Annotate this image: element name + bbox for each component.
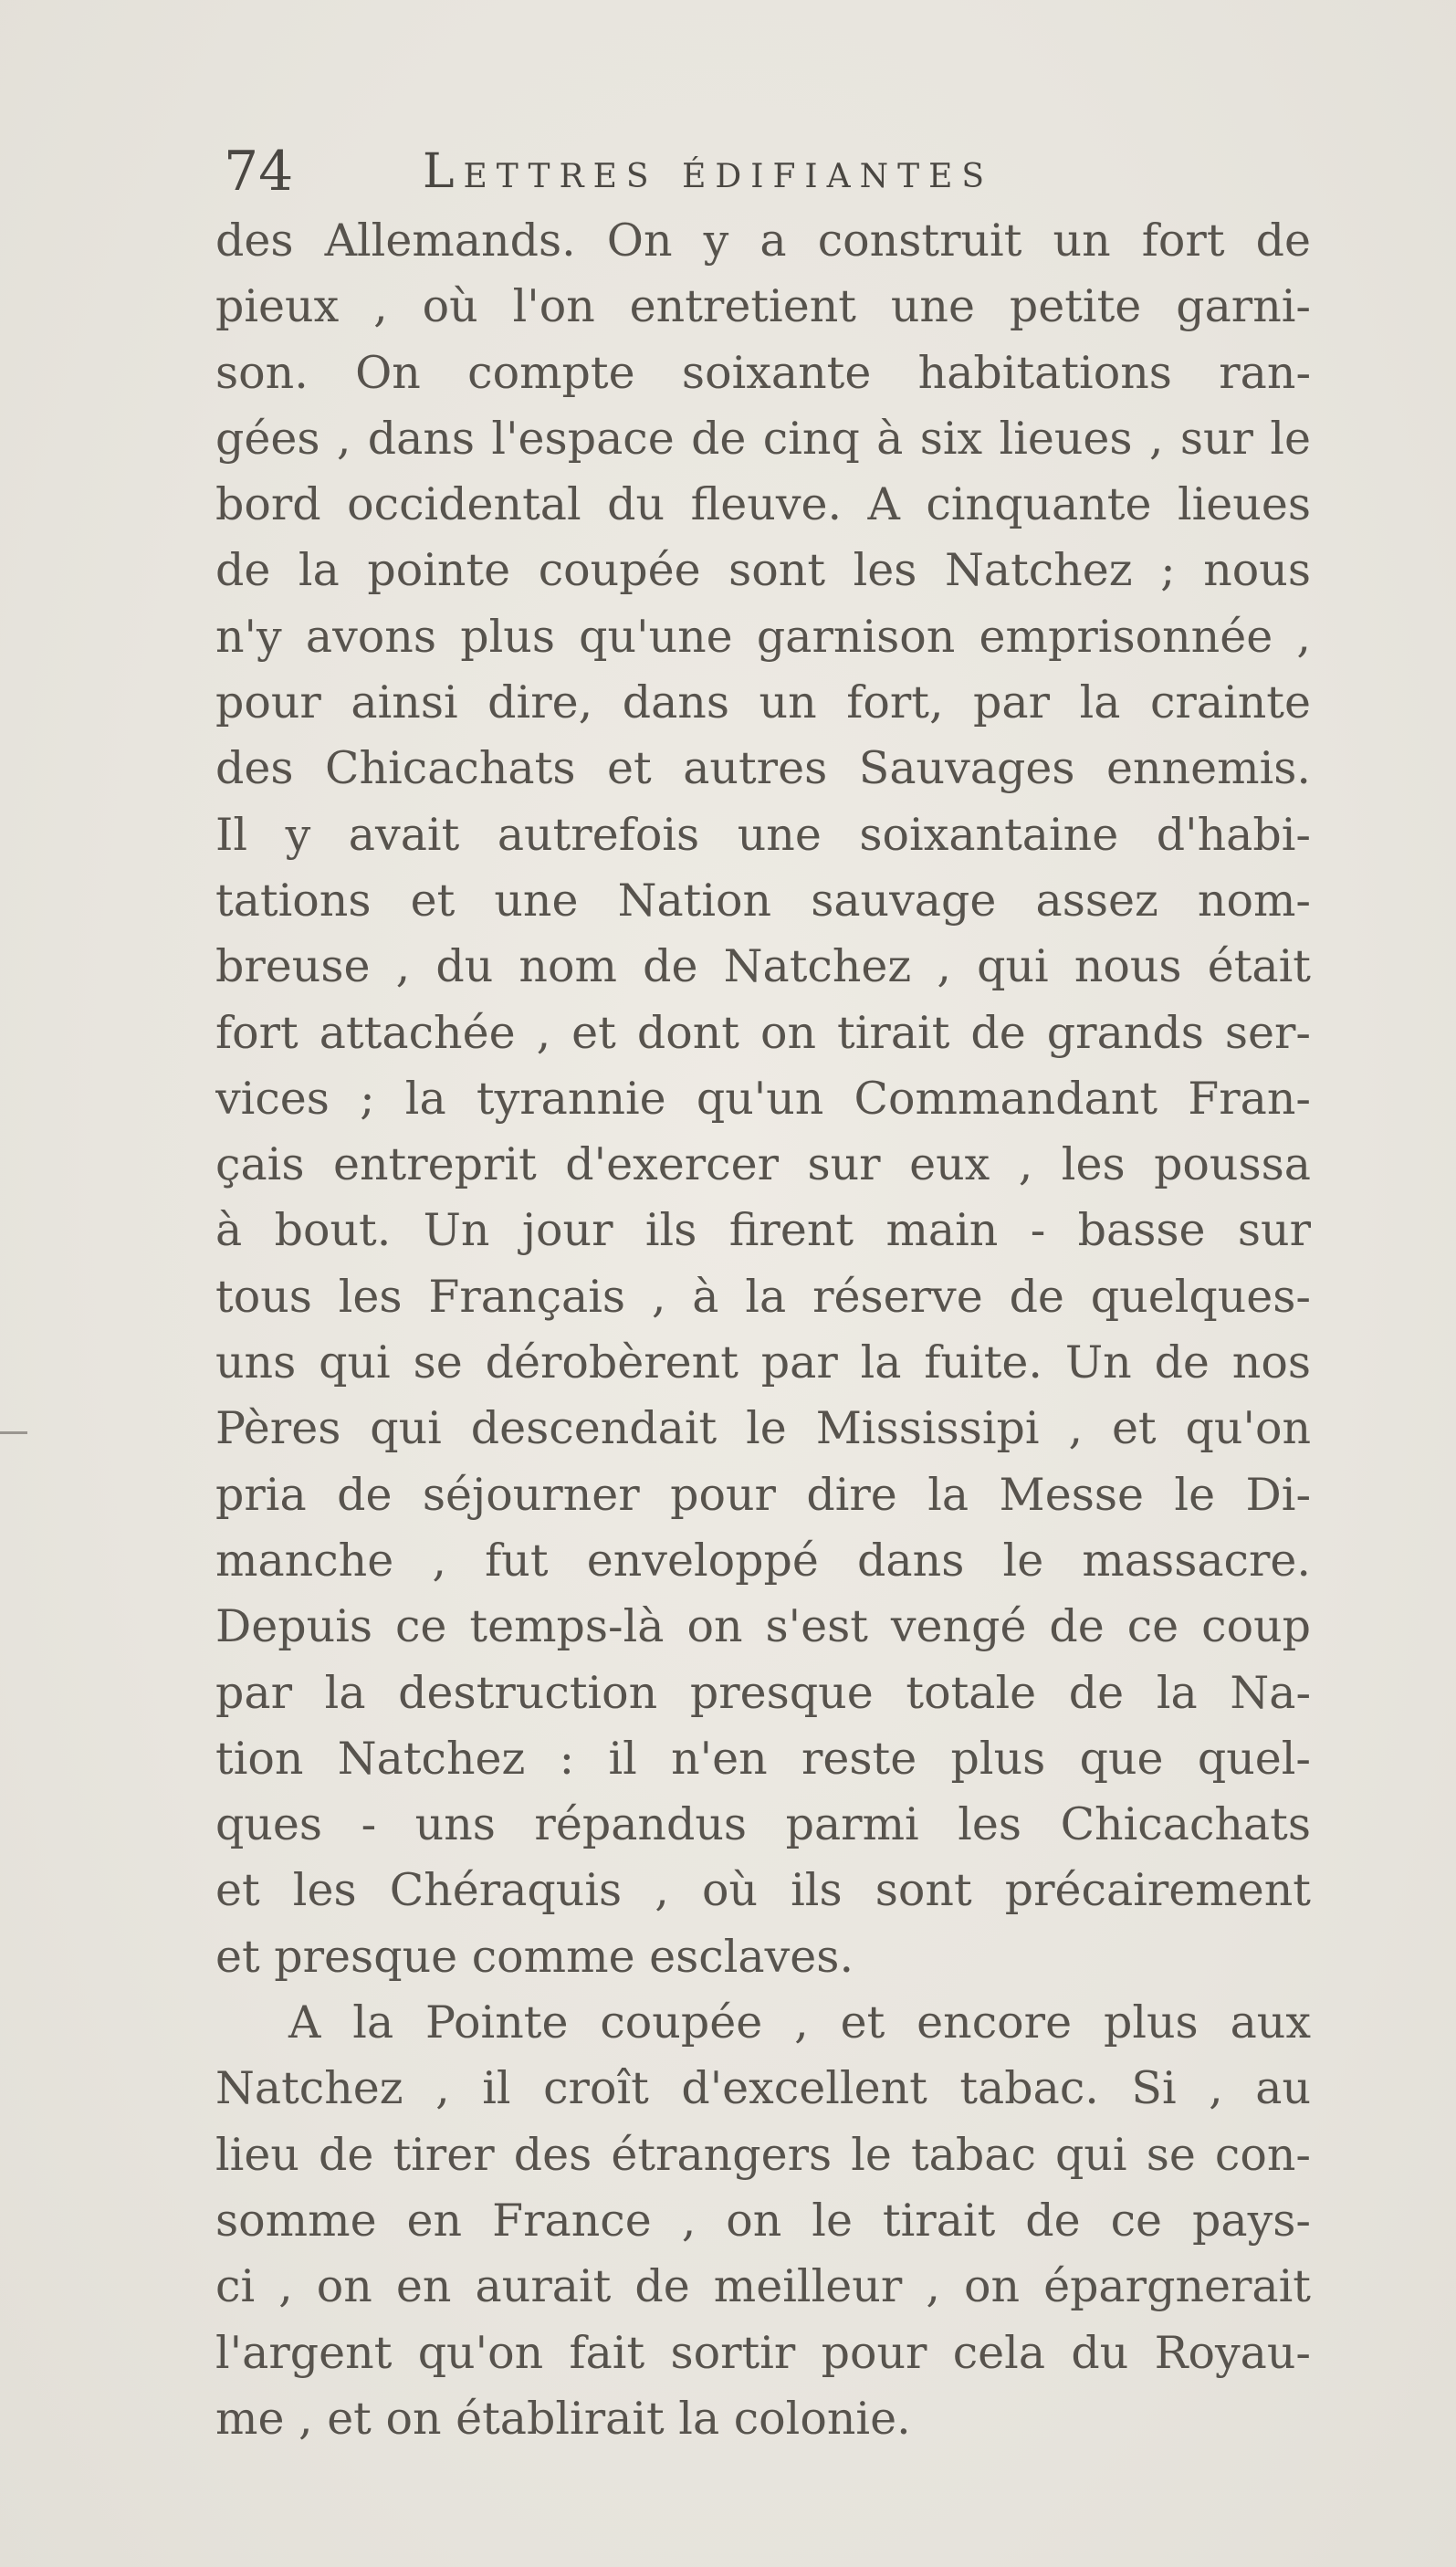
text-line: Natchez , il croît d'excellent tabac. Si , au: [215, 2062, 1311, 2115]
text-line: uns qui se dérobèrent par la fuite. Un de nos: [215, 1336, 1311, 1389]
running-title: Lettres édifiantes: [423, 144, 994, 199]
text-line: fort attachée , et dont on tirait de grands ser-: [215, 1006, 1311, 1059]
text-line: gées , dans l'espace de cinq à six lieues , sur le: [215, 412, 1311, 465]
text-line: bord occidental du fleuve. A cinquante lieues: [215, 478, 1311, 531]
text-line: ci , on en aurait de meilleur , on épargnerait: [215, 2260, 1311, 2313]
text-line: pour ainsi dire, dans un fort, par la crainte: [215, 676, 1311, 729]
text-line: vices ; la tyrannie qu'un Commandant Fran-: [215, 1072, 1311, 1125]
text-line: Depuis ce temps-là on s'est vengé de ce coup: [215, 1600, 1311, 1653]
text-line: Il y avait autrefois une soixantaine d'habi-: [215, 808, 1311, 861]
text-line: n'y avons plus qu'une garnison emprisonnée ,: [215, 610, 1311, 663]
text-line: lieu de tirer des étrangers le tabac qui se con-: [215, 2128, 1311, 2181]
running-head: [224, 135, 1365, 208]
text-line: des Chicachats et autres Sauvages ennemis.: [215, 742, 1311, 795]
text-line: çais entreprit d'exercer sur eux , les poussa: [215, 1138, 1311, 1191]
text-line: ques - uns répandus parmi les Chicachats: [215, 1798, 1311, 1851]
text-line: son. On compte soixante habitations ran-: [215, 346, 1311, 399]
margin-mark: [0, 1431, 27, 1434]
text-line: et presque comme esclaves.: [215, 1930, 854, 1983]
text-line: tations et une Nation sauvage assez nom-: [215, 874, 1311, 927]
text-line: pieux , où l'on entretient une petite garni-: [215, 280, 1311, 333]
text-line: des Allemands. On y a construit un fort de: [215, 215, 1311, 267]
text-line: A la Pointe coupée , et encore plus aux: [288, 1996, 1311, 2049]
text-line: à bout. Un jour ils firent main - basse sur: [215, 1204, 1311, 1257]
text-line: breuse , du nom de Natchez , qui nous était: [215, 940, 1311, 993]
text-line: manche , fut enveloppé dans le massacre.: [215, 1534, 1311, 1587]
text-line: me , et on établirait la colonie.: [215, 2392, 911, 2445]
text-line: Pères qui descendait le Mississipi , et qu'on: [215, 1402, 1311, 1455]
text-line: pria de séjourner pour dire la Messe le Di-: [215, 1468, 1311, 1521]
text-line: par la destruction presque totale de la Na-: [215, 1666, 1311, 1719]
text-line: tion Natchez : il n'en reste plus que quel-: [215, 1732, 1311, 1785]
text-line: tous les Français , à la réserve de quelques-: [215, 1270, 1311, 1323]
page-number: 74: [224, 140, 294, 204]
text-line: de la pointe coupée sont les Natchez ; nous: [215, 544, 1311, 597]
body-text: [215, 208, 1311, 2452]
text-line: somme en France , on le tirait de ce pays-: [215, 2194, 1311, 2247]
text-line: et les Chéraquis , où ils sont précairement: [215, 1864, 1311, 1917]
text-line: l'argent qu'on fait sortir pour cela du Royau-: [215, 2326, 1311, 2379]
